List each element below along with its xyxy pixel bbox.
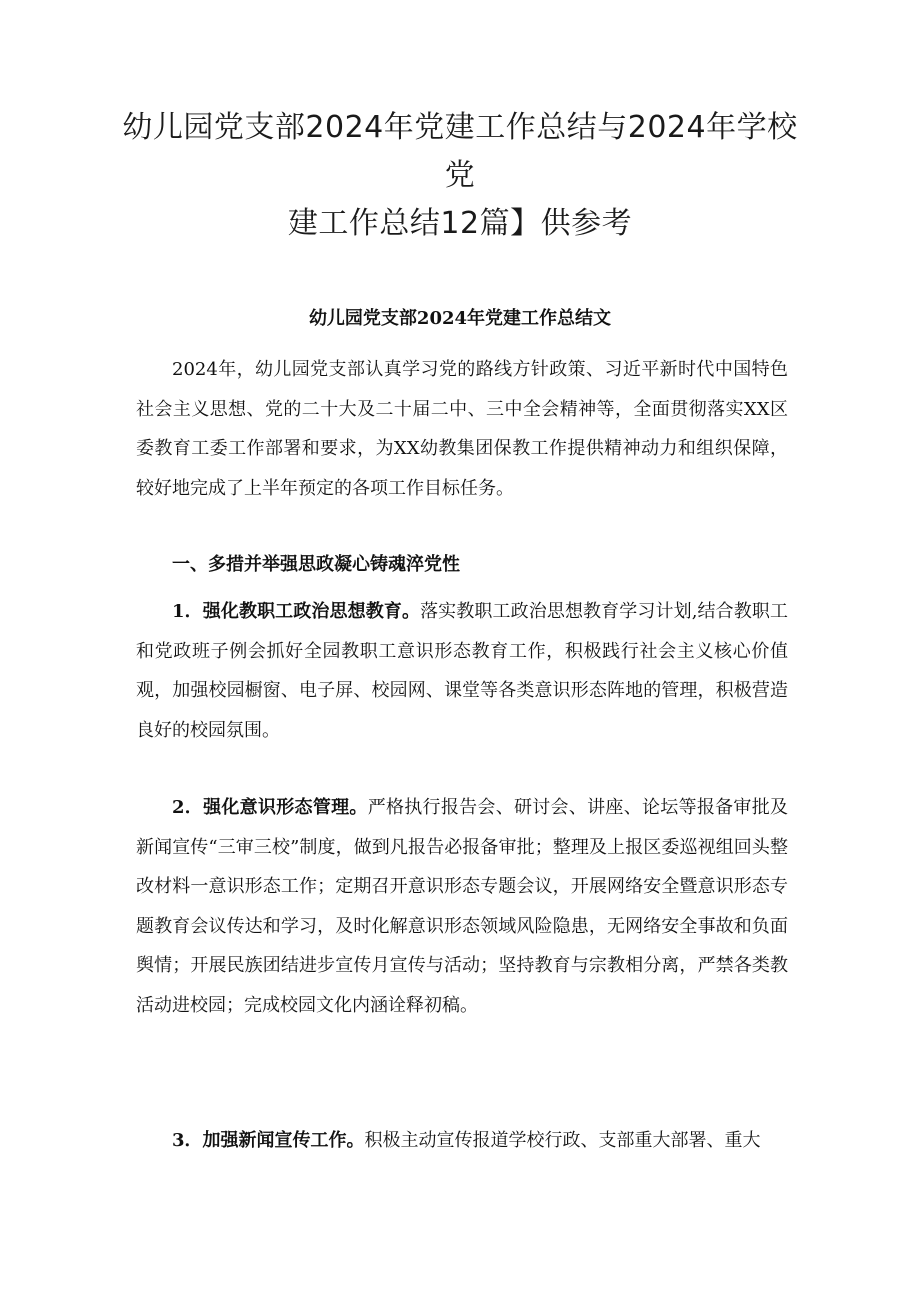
item-1-body: 落实教职工政治思想教育学习计划,结合教职工和党政班子例会抓好全园教职工意识形态教育工作，积极践行社会主义核心价值观，加强校园橱窗、电子屏、校园网、课堂等各类意识形态阵地的管理，积极营造良好的校园氛围。: [136, 601, 788, 741]
item-2-paragraph: [136, 788, 788, 1026]
item-3-body: 积极主动宣传报道学校行政、支部重大部署、重大: [364, 1130, 761, 1151]
item-2-lead: 2．强化意识形态管理。: [172, 797, 368, 818]
section-title: 幼儿园党支部2024年党建工作总结文: [308, 308, 612, 329]
item-3-lead: 3．加强新闻宣传工作。: [172, 1130, 365, 1151]
heading-1: 一、多措并举强思政凝心铸魂淬党性: [172, 554, 460, 575]
item-1-lead: 1．强化教职工政治思想教育。: [172, 601, 421, 622]
document-title: [120, 104, 800, 248]
document-title-line-2: 建工作总结12篇】供参考: [287, 206, 633, 241]
intro-paragraph: 2024年，幼儿园党支部认真学习党的路线方针政策、习近平新时代中国特色社会主义思想、党的二十大及二十届二中、三中全会精神等，全面贯彻落实XX区委教育工委工作部署和要求，为XX幼教集团保教工作提供精神动力和组织保障，较好地完成了上半年预定的各项工作目标任务。: [136, 359, 788, 499]
item-3-paragraph: [136, 1121, 788, 1161]
document-title-line-1: 幼儿园党支部2024年党建工作总结与2024年学校党: [122, 110, 798, 193]
item-1-paragraph: [136, 592, 788, 750]
item-2-body: 严格执行报告会、研讨会、讲座、论坛等报备审批及新闻宣传“三审三校”制度，做到凡报告必报备审批；整理及上报区委巡视组回头整改材料一意识形态工作；定期召开意识形态专题会议，开展网络安全暨意识形态专题教育会议传达和学习，及时化解意识形态领域风险隐患，无网络安全事故和负面舆情；开展民族团结进步宣传月宣传与活动；坚持教育与宗教相分离，严禁各类教活动进校园；完成校园文化内涵诠释初稿。: [136, 797, 788, 1016]
